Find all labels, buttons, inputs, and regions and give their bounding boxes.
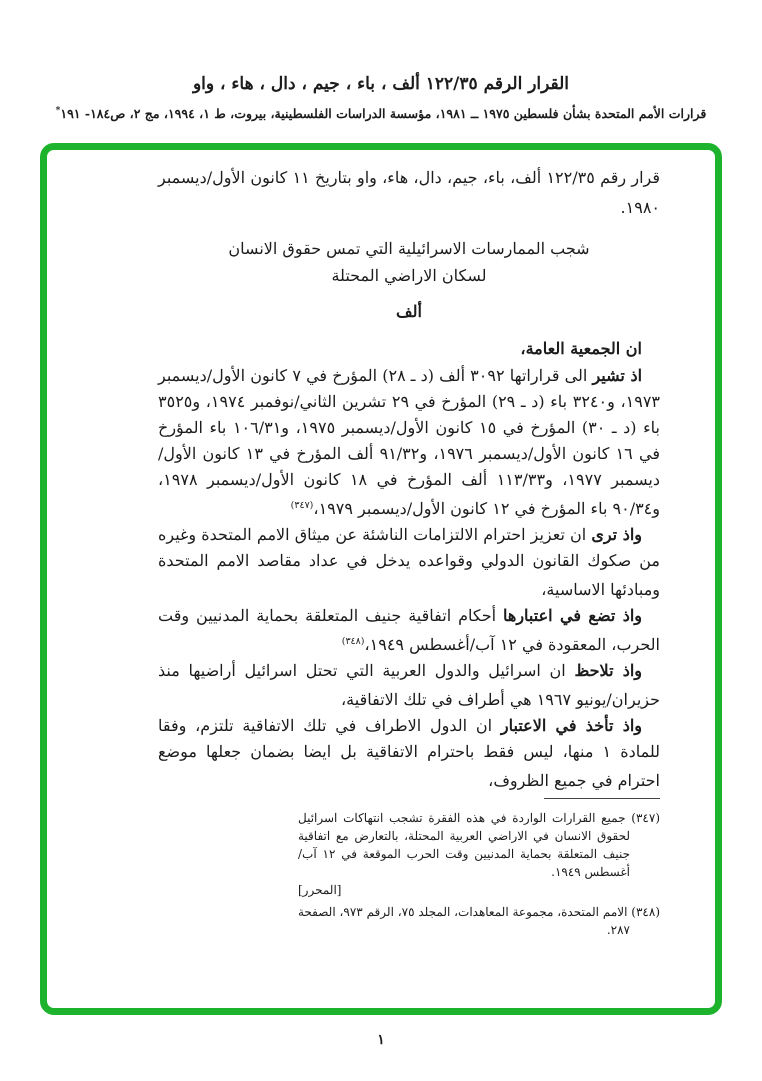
paragraph-lead: واذ تضع في اعتبارها [503,606,643,625]
resolution-number-title: القرار الرقم ١٢٢/٣٥ ألف ، باء ، جيم ، دال ، هاء ، واو [192,74,570,94]
preamble-paragraph [158,363,660,522]
footnote-text: الامم المتحدة، مجموعة المعاهدات، المجلد ٧٥، الرقم ٩٧٣، الصفحة ٢٨٧. [298,905,632,937]
resolution-title [158,235,660,289]
resolution-title-line2: لسكان الاراضي المحتلة [331,266,487,285]
footnote-text: جميع القرارات الواردة في هذه الفقرة تشجب انتهاكات اسرائيل لحقوق الانسان في الاراضي العربية المحتلة، بالتعارض مع اتفاقية جنيف المتعلقة بحماية المدنيين وقت الحرب الموقعة في ١٢ آب/أغسطس ١٩٤٩. [298,811,632,879]
footnotes-block [298,798,660,939]
source-citation-text: قرارات الأمم المتحدة بشأن فلسطين ١٩٧٥ ــ ١٩٨١، مؤسسة الدراسات الفلسطينية، بيروت، ط ١، ١٩٩٤، مج ٢، ص١٨٤- ١٩١ [60,106,707,122]
general-assembly-opening: ان الجمعية العامة، [520,339,642,358]
page-header [0,74,762,121]
paragraph-text: ان اسرائيل والدول العربية التي تحتل اسرائيل أراضيها منذ حزيران/يونيو ١٩٦٧ هي أطراف في تلك الاتفاقية، [158,661,660,709]
page-number: ١ [377,1032,385,1048]
footnote-reference: (٣٤٨) [341,636,365,647]
paragraph-text: ان تعزيز احترام الالتزامات الناشئة عن ميثاق الامم المتحدة وغيره من صكوك القانون الدولي وقواعده يدخل في عداد مقاصد الامم المتحدة ومبادئها الاساسية، [158,525,660,599]
footnote-348 [298,903,660,939]
section-heading-alef: ألف [396,302,422,321]
paragraph-lead: واذ ترى [591,525,643,544]
preamble-paragraph [158,603,660,658]
preamble-paragraph [158,713,660,794]
source-note-mark: * [55,106,61,116]
footnote-reference: (٣٤٧) [290,500,314,511]
paragraph-text: أحكام اتفاقية جنيف المتعلقة بحماية المدنيين وقت الحرب، المعقودة في ١٢ آب/أغسطس ١٩٤٩، [158,606,660,654]
preamble-paragraph [158,658,660,713]
footnote-editor-note: [المحرر] [298,883,342,897]
footnote-347 [298,809,660,899]
footnote-marker: (٣٤٧) [631,811,660,825]
paragraph-lead: اذ تشير [592,366,643,385]
footnote-separator-rule [544,798,660,799]
preamble-paragraph [158,522,660,603]
paragraph-text: الى قراراتها ٣٠٩٢ ألف (د ـ ٢٨) المؤرخ في ٧ كانون الأول/ديسمبر ١٩٧٣، و٣٢٤٠ باء (د ـ ٢٩) المؤرخ في ٢٩ تشرين الثاني/نوفمبر ١٩٧٤، و٣٥٢٥ باء (د ـ ٣٠) المؤرخ في ١٥ كانون الأول/ديسمبر ١٩٧٥، و١٠٦/٣١ باء المؤرخ في ١٦ كانون الأول/ديسمبر ١٩٧٦، و٩١/٣٢ ألف المؤرخ في ١٣ كانون الأول/ديسمبر ١٩٧٧، و١١٣/٣٣ ألف المؤرخ في ١٨ كانون الأول/ديسمبر ١٩٧٨، و٩٠/٣٤ باء المؤرخ في ١٢ كانون الأول/ديسمبر ١٩٧٩، [158,366,660,518]
paragraph-lead: واذ تلاحظ [574,661,643,680]
resolution-title-line1: شجب الممارسات الاسرائيلية التي تمس حقوق الانسان [228,239,590,258]
document-body [158,163,660,943]
paragraph-text: ان الدول الاطراف في تلك الاتفاقية تلتزم، وفقا للمادة ١ منها، ليس فقط باحترام الاتفاقية بل ايضا بضمان جعلها موضع احترام في جميع الظروف، [158,716,661,790]
footnote-marker: (٣٤٨) [631,905,660,919]
resolution-intro: قرار رقم ١٢٢/٣٥ ألف، باء، جيم، دال، هاء، واو بتاريخ ١١ كانون الأول/ديسمبر ١٩٨٠. [158,168,661,217]
source-citation-line [0,106,762,121]
paragraph-lead: واذ تأخذ في الاعتبار [500,716,643,735]
